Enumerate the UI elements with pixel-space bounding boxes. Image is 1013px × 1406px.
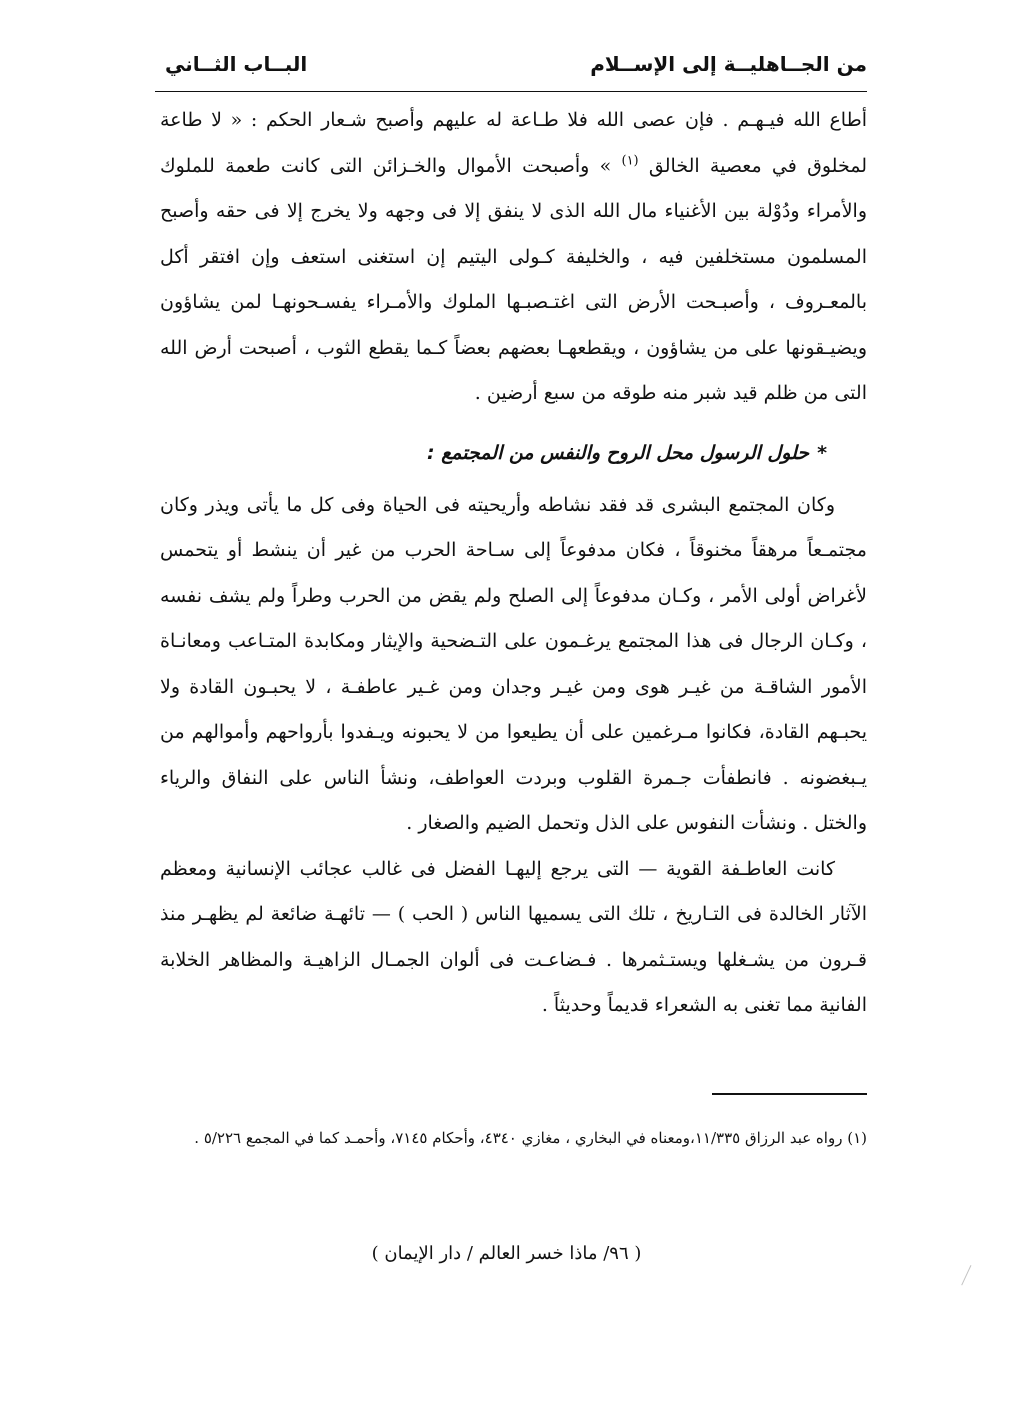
paragraph-2: وكان المجتمع البشرى قد فقد نشاطه وأريحيته فى الحياة وفى كل ما يأتى ويذر وكان مجتمـعاً مرهقاً مخنوقاً ، فكان مدفوعاً إلى سـاحة الحرب من غير أن ينشط أو يتحمس لأغراض أولى الأمر ، وكـان مدفوعاً إلى الصلح ولم يقض من الحرب وطراً ولم يشف نفسه ، وكـان الرجال فى هذا المجتمع يرغـمون على التـضحية والإيثار ومكابدة المتـاعب ومعانـاة الأمور الشاقـة من غيـر هوى ومن غيـر وجدان ومن غـير عاطفـة ، لا يحبـون القادة ولا يحبـهم القادة، فكانوا مـرغمين على أن يطيعوا من لا يحبونه ويـفدوا بأرواحهم وأموالهم من يـبغضونه . فانطفأت جـمرة القلوب وبردت العواطف، ونشأ الناس على النفاق والرياء والختل . ونشأت النفوس على الذل وتحمل الضيم والصغار . bbox=[160, 493, 867, 834]
section-heading bbox=[160, 427, 867, 479]
page-footer: ( ٩٦/ ماذا خسر العالم / دار الإيمان ) bbox=[371, 1243, 642, 1264]
paragraph-3: كانت العاطـفة القوية — التى يرجع إليهـا الفضل فى غالب عجائب الإنسانية ومعظم الآثار الخالدة فى التـاريخ ، تلك التى يسميها الناس ( الحب ) — تائهـة ضائعة لم يظهـر منذ قـرون من يشـغلها ويستـثمرها . فـضاعـت فى ألوان الجمـال الزاهيـة والمظاهر الخلابة الفانية مما تغنى به الشعراء قديماً وحديثاً . bbox=[160, 857, 867, 1016]
paragraph-1 bbox=[160, 98, 867, 417]
footnote-divider bbox=[712, 1093, 867, 1095]
footnote: (١) رواه عبد الرزاق ١١/٣٣٥،ومعناه في البخاري ، مغازي ٤٣٤٠، وأحكام ٧١٤٥، وأحمـد كما في المجمع ٥/٢٢٦ . bbox=[194, 1129, 867, 1147]
scan-artifact bbox=[961, 1265, 988, 1293]
header-divider bbox=[155, 91, 867, 92]
section-heading-text: حلول الرسول محل الروح والنفس من المجتمع : bbox=[426, 441, 810, 464]
running-header bbox=[155, 46, 867, 92]
paragraph-1-text-end: » وأصبحت الأموال والخـزائن التى كانت طعمة للملوك والأمراء ودُوْلة بين الأغنياء مال الله الذى لا ينفق إلا فى وجهه ولا يخرج إلا فى حقه وأصبح المسلمون مستخلفين فيه ، والخليفة كـولى اليتيم إن استغنى استعف وإن افتقر أكل بالمعـروف ، وأصبـحت الأرض التى اغتـصبـها الملوك والأمـراء يفسـحونهـا لمن يشاؤون ويضيـقونها على من يشاؤون ، ويقطعهـا بعضهم بعضاً كـما يقطع الثوب ، أصبحت أرض الله التى من ظلم قيد شبر منه طوقه من سبع أرضين . bbox=[160, 154, 867, 404]
main-text bbox=[160, 98, 867, 1029]
book-title: من الجــاهليــة إلى الإســلام bbox=[590, 52, 867, 76]
footnote-reference: (١) bbox=[621, 153, 639, 169]
bullet-icon: * bbox=[817, 441, 827, 464]
chapter-title: البــاب الثــاني bbox=[165, 52, 308, 76]
paragraph-1-text-start: أطاع الله فيـهـم . فإن عصى الله فلا طـاعة له عليهم وأصبح شـعار الحكم : « لا طاعة لمخلوق في معصية الخالق bbox=[160, 109, 867, 177]
